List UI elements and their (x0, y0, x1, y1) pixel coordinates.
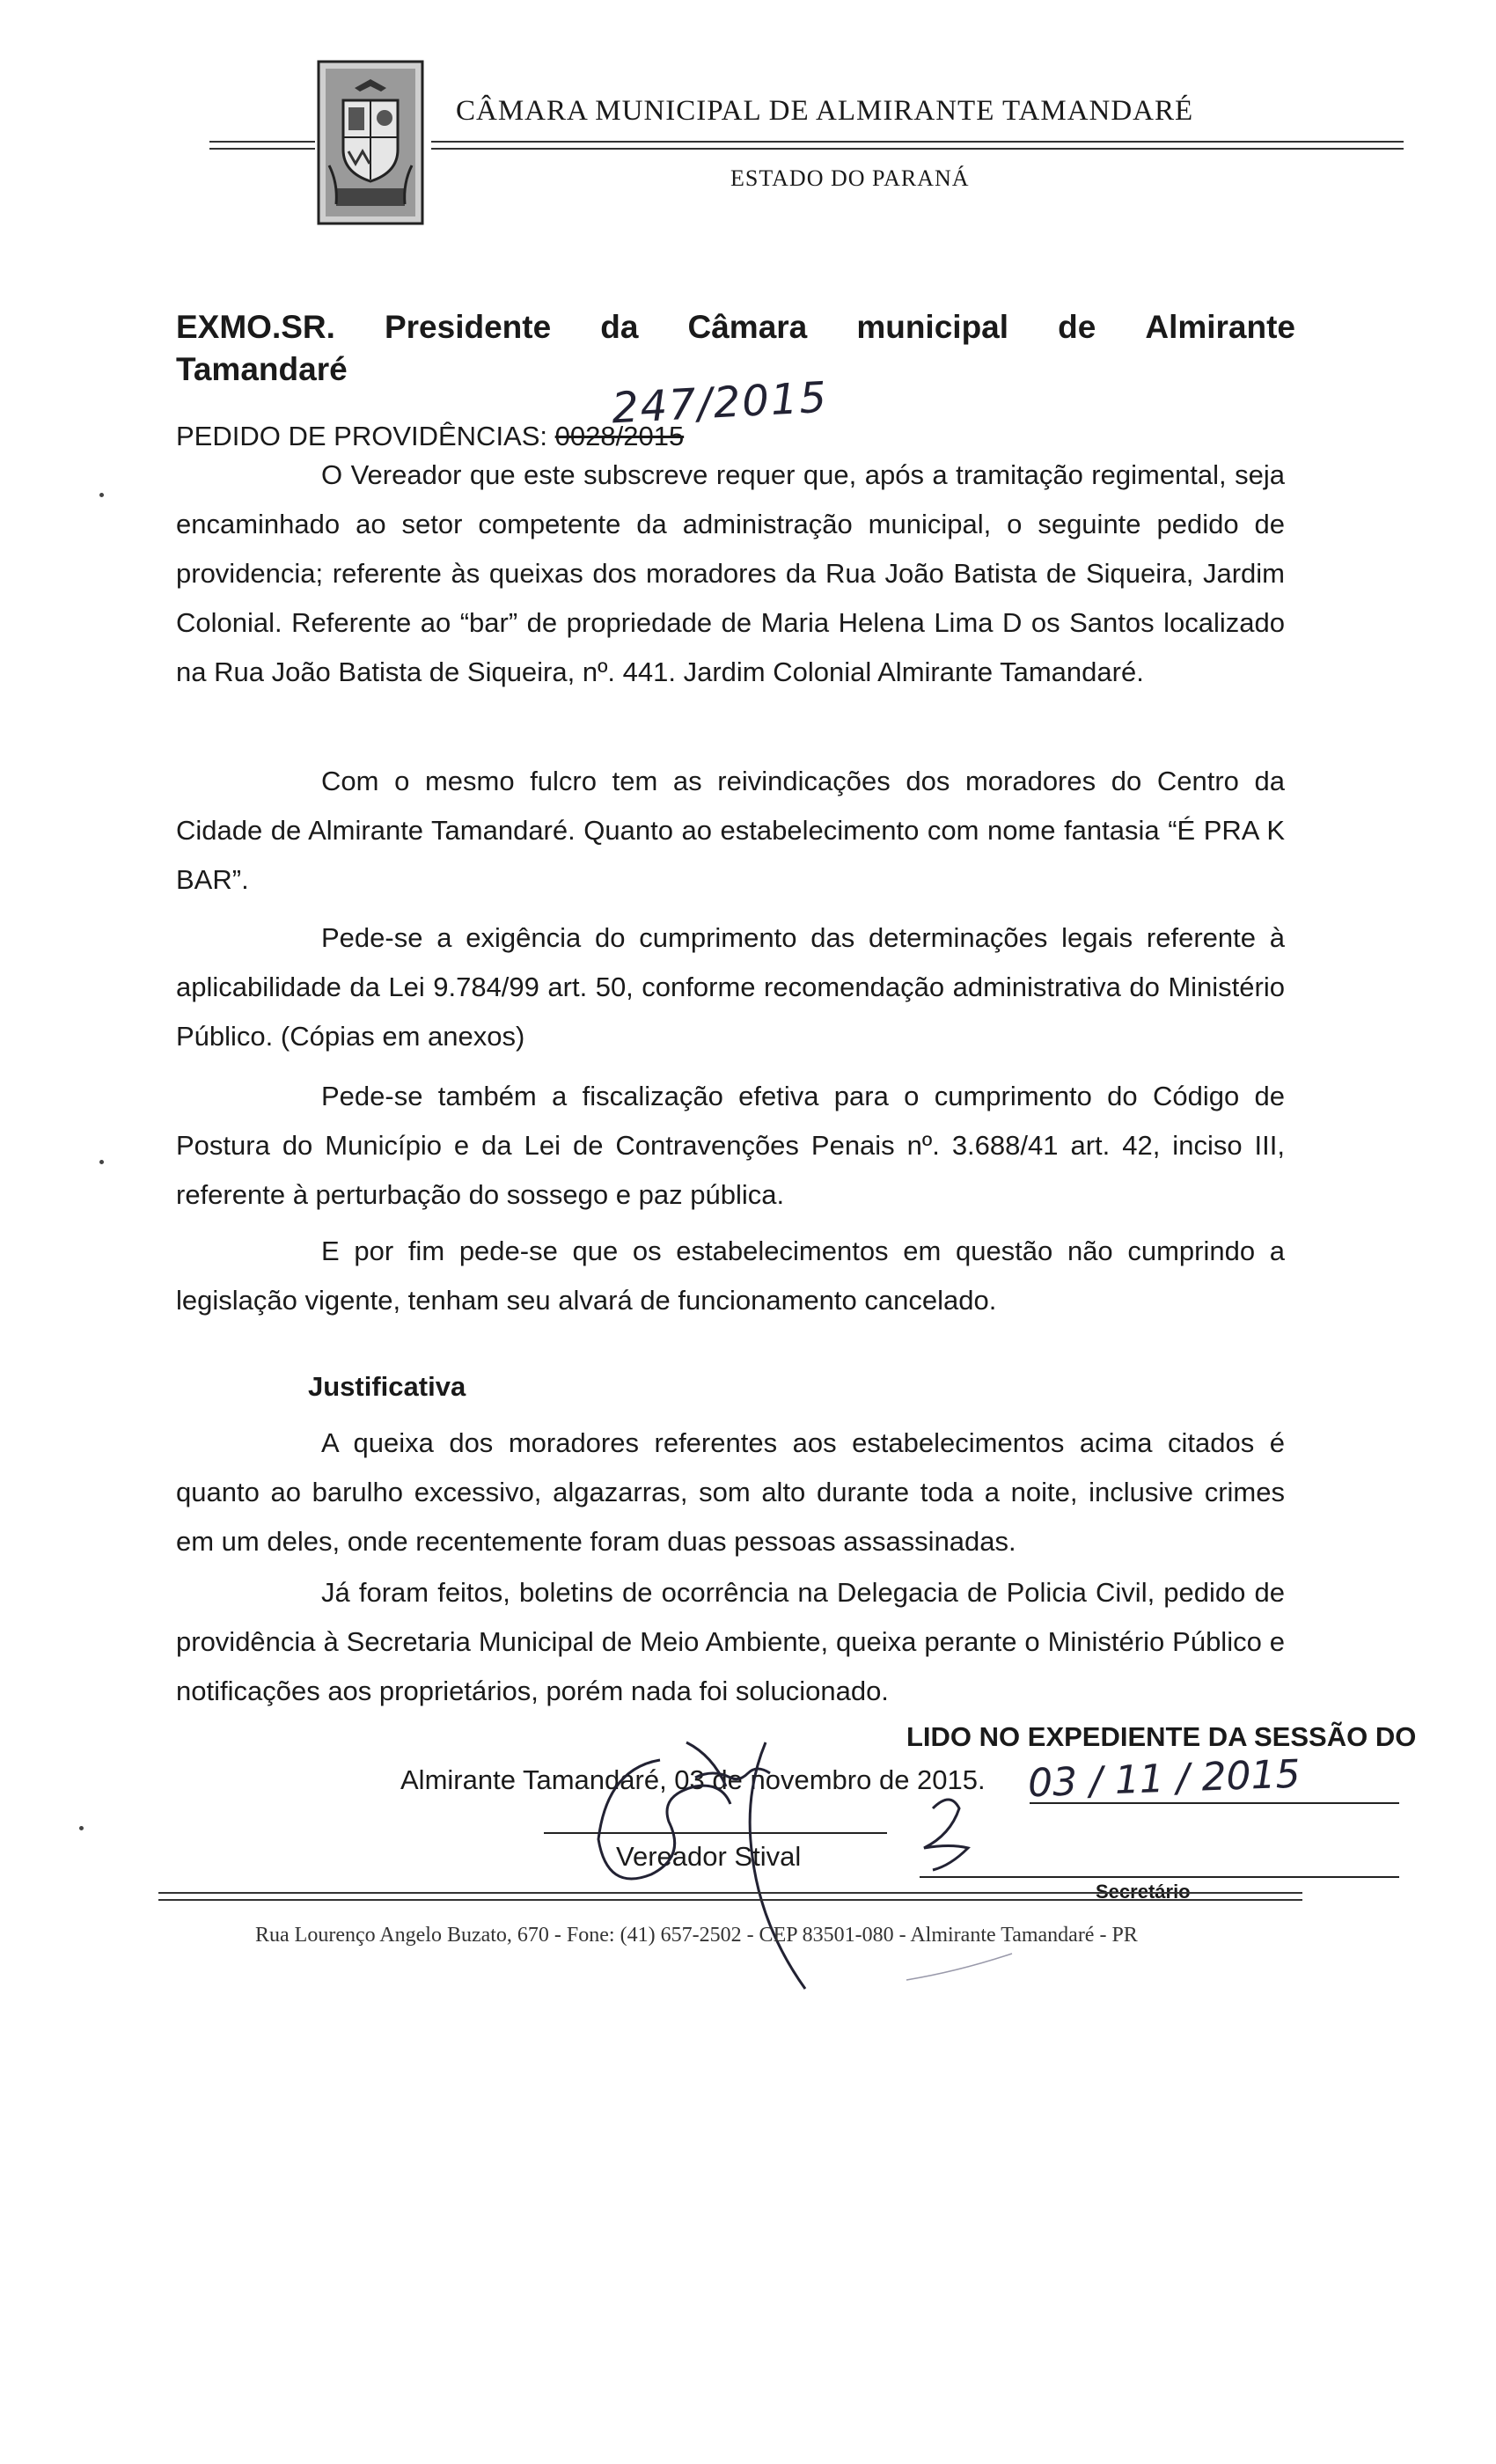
coat-of-arms-icon (317, 60, 424, 225)
footer-address: Rua Lourenço Angelo Buzato, 670 - Fone: (41) 657-2502 - CEP 83501-080 - Almirante Tamandaré - PR (255, 1924, 1138, 1947)
paragraph-center-complaints (176, 757, 1285, 905)
footer-rule-2 (158, 1899, 1302, 1901)
justification-paragraph-1 (176, 1419, 1285, 1566)
paragraph-law-compliance (176, 913, 1285, 1061)
secretary-label: Secretário (1096, 1881, 1191, 1903)
handwritten-request-number: 247/2015 (610, 372, 830, 434)
header-rule-right (431, 141, 1404, 143)
header-rule-right-2 (431, 148, 1404, 150)
paragraph-request (176, 451, 1285, 697)
header-rule-left-2 (209, 148, 315, 150)
salutation: EXMO.SR. (176, 309, 335, 345)
secretary-signature-line (920, 1876, 1399, 1878)
paragraph-text: Pede-se também a fiscalização efetiva para o cumprimento do Código de Postura do Município e da Lei de Contravenções Penais nº. 3.688/41 art. 42, inciso III, referente à perturbação do sossego e paz pública. (176, 1081, 1285, 1210)
struck-request-number: 0028/2015 (554, 421, 685, 451)
paragraph-license-cancel (176, 1227, 1285, 1325)
addressee-word: Câmara (687, 309, 808, 345)
paragraph-text: O Vereador que este subscreve requer que, após a tramitação regimental, seja encaminhado ao setor competente da administração municipal, o seguinte pedido de providencia; referente às queixas dos moradores da Rua João Batista de Siqueira, Jardim Colonial. Referente ao “bar” de propriedade de Maria Helena Lima D os Santos localizado na Rua João Batista de Siqueira, nº. 441. Jardim Colonial Almirante Tamandaré. (176, 459, 1285, 687)
paragraph-inspection (176, 1072, 1285, 1220)
footer-rule (158, 1892, 1302, 1894)
addressee-word: municipal (856, 309, 1009, 345)
scan-mark (79, 1826, 84, 1830)
justification-paragraph-2 (176, 1568, 1285, 1716)
org-subtitle: ESTADO DO PARANÁ (730, 165, 970, 191)
handwritten-stamp-date: 03 / 11 / 2015 (1027, 1751, 1302, 1807)
addressee-word: Almirante (1145, 309, 1295, 345)
org-title: CÂMARA MUNICIPAL DE ALMIRANTE TAMANDARÉ (456, 95, 1194, 127)
addressee-word: Presidente (384, 309, 552, 345)
municipal-coat-of-arms (317, 60, 424, 225)
signature-line (544, 1832, 887, 1834)
header-rule-left (209, 141, 315, 143)
scan-mark (99, 493, 104, 497)
stamp-date-underline (1030, 1802, 1399, 1804)
request-label: PEDIDO DE PROVIDÊNCIAS: (176, 421, 555, 451)
paragraph-text: Pede-se a exigência do cumprimento das determinações legais referente à aplicabilidade da Lei 9.784/99 art. 50, conforme recomendação administrativa do Ministério Público. (Cópias em anexos) (176, 922, 1285, 1052)
paragraph-text: Com o mesmo fulcro tem as reivindicações dos moradores do Centro da Cidade de Almirante Tamandaré. Quanto ao estabelecimento com nome fantasia “É PRA K BAR”. (176, 766, 1285, 895)
justification-title: Justificativa (308, 1371, 466, 1402)
paragraph-text: A queixa dos moradores referentes aos estabelecimentos acima citados é quanto ao barulho excessivo, algazarras, som alto durante toda a noite, inclusive crimes em um deles, onde recentemente foram duas pessoas assassinadas. (176, 1427, 1285, 1557)
paragraph-text: Já foram feitos, boletins de ocorrência na Delegacia de Policia Civil, pedido de providência à Secretaria Municipal de Meio Ambiente, queixa perante o Ministério Público e notificações aos proprietários, porém nada foi solucionado. (176, 1577, 1285, 1706)
reading-stamp-title: LIDO NO EXPEDIENTE DA SESSÃO DO (906, 1721, 1417, 1752)
paragraph-text: E por fim pede-se que os estabelecimentos em questão não cumprindo a legislação vigente, tenham seu alvará de funcionamento cancelado. (176, 1236, 1285, 1316)
addressee-line2: Tamandaré (176, 351, 348, 387)
scan-mark (99, 1160, 104, 1164)
addressee-word: da (600, 309, 639, 345)
place-and-date: Almirante Tamandaré, 03 de novembro de 2015. (400, 1764, 986, 1795)
request-line (176, 421, 684, 452)
signatory-name: Vereador Stival (616, 1841, 802, 1872)
addressee-word: de (1058, 309, 1096, 345)
